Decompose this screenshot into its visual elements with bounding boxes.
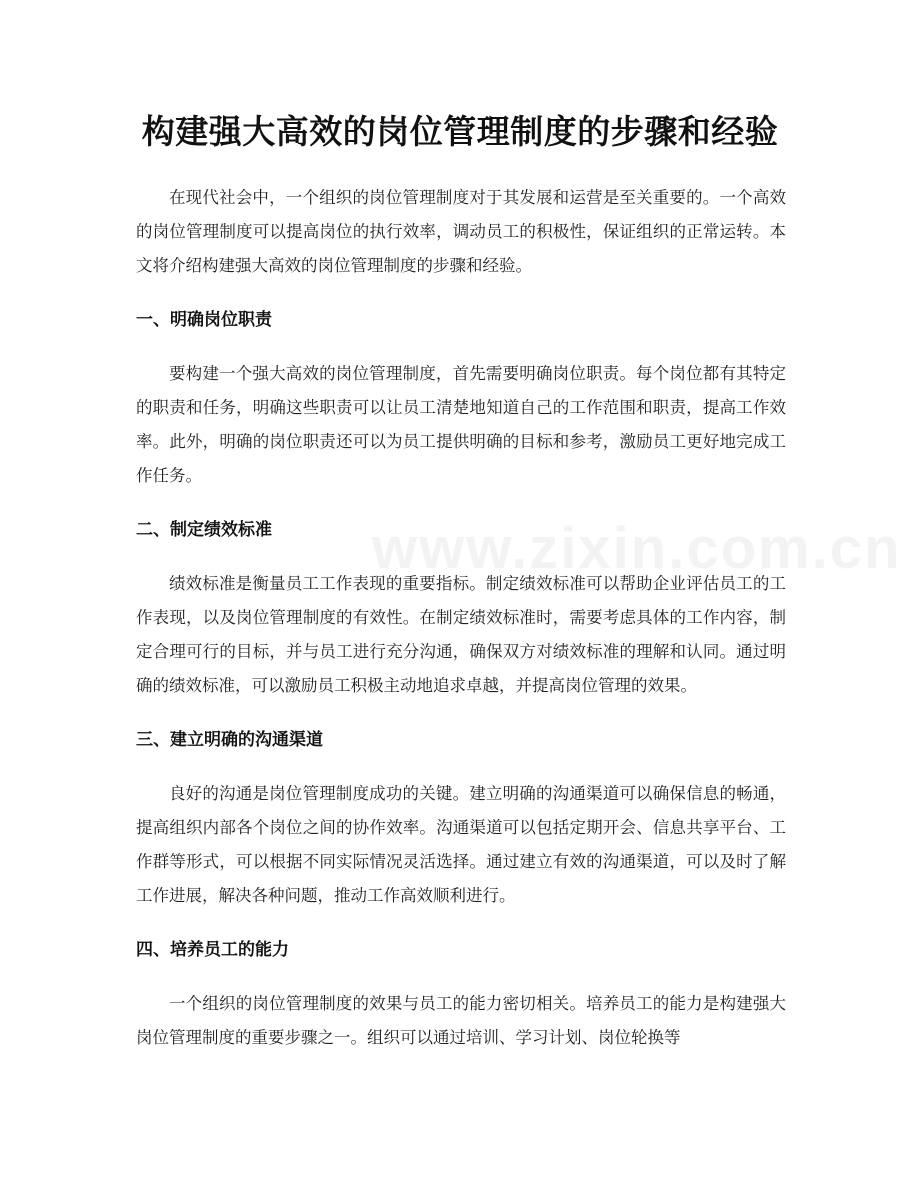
section-body-2: 绩效标准是衡量员工工作表现的重要指标。制定绩效标准可以帮助企业评估员工的工作表现，以及岗位管理制度的有效性。在制定绩效标准时，需要考虑具体的工作内容，制定合理可行的目标，并与员工进行充分沟通，确保双方对绩效标准的理解和认同。通过明确的绩效标准，可以激励员工积极主动地追求卓越，并提高岗位管理的效果。 — [136, 574, 786, 695]
section-heading-4: 四、培养员工的能力 — [136, 940, 289, 960]
document-body — [136, 181, 786, 1075]
watermark: www.zixin.com.cn — [372, 516, 902, 581]
section-body-3: 良好的沟通是岗位管理制度成功的关键。建立明确的沟通渠道可以确保信息的畅通，提高组织内部各个岗位之间的协作效率。沟通渠道可以包括定期开会、信息共享平台、工作群等形式，可以根据不同实际情况灵活选择。通过建立有效的沟通渠道，可以及时了解工作进展，解决各种问题，推动工作高效顺利进行。 — [136, 784, 786, 905]
section-heading-1: 一、明确岗位职责 — [136, 310, 272, 330]
page-title: 构建强大高效的岗位管理制度的步骤和经验 — [141, 112, 779, 151]
section-body-4: 一个组织的岗位管理制度的效果与员工的能力密切相关。培养员工的能力是构建强大岗位管理制度的重要步骤之一。组织可以通过培训、学习计划、岗位轮换等 — [136, 994, 786, 1047]
section-body-1: 要构建一个强大高效的岗位管理制度，首先需要明确岗位职责。每个岗位都有其特定的职责和任务，明确这些职责可以让员工清楚地知道自己的工作范围和职责，提高工作效率。此外，明确的岗位职责还可以为员工提供明确的目标和参考，激励员工更好地完成工作任务。 — [136, 364, 786, 485]
section-heading-3: 三、建立明确的沟通渠道 — [136, 730, 323, 750]
section-heading-2: 二、制定绩效标准 — [136, 520, 272, 540]
intro-paragraph: 在现代社会中，一个组织的岗位管理制度对于其发展和运营是至关重要的。一个高效的岗位管理制度可以提高岗位的执行效率，调动员工的积极性，保证组织的正常运转。本文将介绍构建强大高效的岗位管理制度的步骤和经验。 — [136, 188, 786, 275]
